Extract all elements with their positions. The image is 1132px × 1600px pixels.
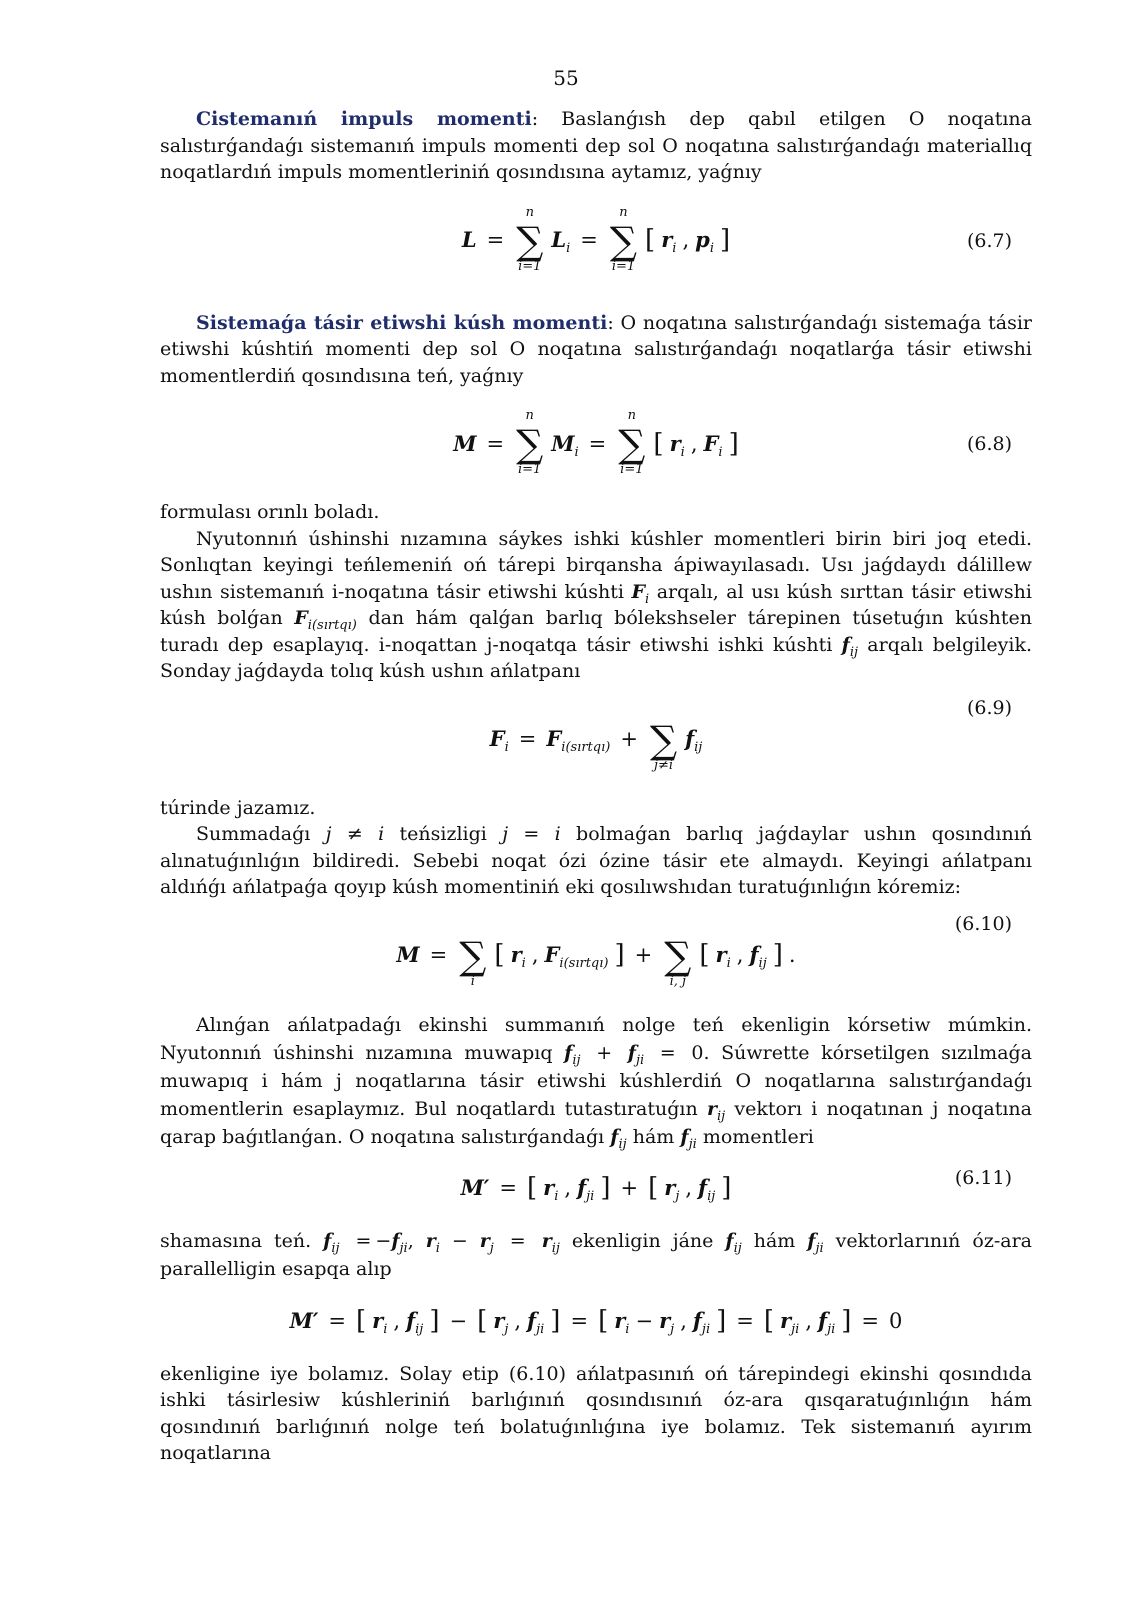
equation-number: (6.8): [966, 432, 1012, 455]
summation: n ∑ i=1: [516, 204, 544, 274]
summation: n ∑ i=1: [516, 408, 544, 477]
equation-6-7: L = n ∑ i=1 $L_i$ = n ∑ i=1 [ $r_i$ , $p_i$ ] (6.7): [461, 204, 1012, 274]
paragraph-text: : Baslanǵısh dep qabıl etilgen O noqatına salıstırǵandaǵı sistemanıń impuls momenti dep sol O noqatına salıstırǵandaǵı materiallıq noqatlardıń impuls momentleriniń qosındısına aytamız, yaǵnıy: [160, 108, 1032, 183]
paragraph-conclusion: ekenligine iye bolamız. Solay etip (6.10) ańlatpasınıń oń tárepindegi ekinshi qosındıda ishki tásirlesiw kúshleriniń barlıǵınıń qosındısınıń óz-ara qısqaratuǵınlıǵın hám qosındınıń barlıǵınıń nolge teń bolatuǵınlıǵına iye bolamız. Tek sistemanıń ayırım noqatlarına: [160, 1362, 1032, 1464]
summation: ∑ i: [459, 933, 487, 989]
equation-6-9: $F_i$ = $F_{i(sırtqı)}$ + ∑ j≠i $f_{ij}$ (6.9): [489, 696, 1012, 773]
equation-number: (6.7): [966, 229, 1012, 252]
paragraph-angular-momentum-definition: [160, 106, 1032, 186]
page-content: [160, 106, 1032, 1467]
equation-6-11: M′ = [ $r_i$ , $f_{ji}$ ] + [ $r_j$ , $f_{ij}$ ] (6.11): [460, 1166, 1012, 1205]
equation-6-10: M = ∑ i [ $r_i$ , $F_{i(sırtqı)}$ ] + ∑ i, j [ $r_i$ , $f_{ij}$ ] . (6.10): [396, 912, 1012, 989]
paragraph-we-write: túrinde jazamız.: [160, 796, 316, 819]
summation: ∑ i, j: [664, 933, 692, 989]
equation-number: (6.11): [954, 1166, 1012, 1189]
paragraph-equal-to: shamasına teń. $f_{ij} = -f_{ji}$, $r_i - r_j = r_{ij}$ ekenligin jáne $f_{ij}$ hám $f_{ji}$ vektorlarınıń óz-ara parallelligin esapqa alıp: [160, 1229, 1032, 1280]
equation-moment-zero: M′ = [ $r_i$ , $f_{ij}$ ] − [ $r_j$ , $f_{ji}$ ] = [ $r_i$ − $r_j$ , $f_{ji}$ ] = [ $r_{ji}$ , $f_{ji}$ ] = 0: [289, 1306, 903, 1338]
paragraph-formula-valid: formulası orınlı boladı.: [160, 501, 380, 523]
equation-6-8: M = n ∑ i=1 $M_i$ = n ∑ i=1 [ $r_i$ , $F_i$ ] (6.8): [453, 408, 1012, 477]
page-number: 55: [553, 66, 579, 90]
equation-number: (6.9): [966, 696, 1012, 719]
paragraph-force-moment-definition: [160, 310, 1032, 390]
paragraph-second-sum-zero: Alınǵan ańlatpadaǵı ekinshi summanıń nolge teń ekenligin kórsetiw múmkin. Nyutonnıń úshinshi nızamına muwapıq $f_{ij} + f_{ji} = 0$. Súwrette kórsetilgen sızılmaǵa muwapıq i hám j noqatlarına tásir etiwshi kúshlerdiń O noqatlarına salıstırǵandaǵı momentlerin esaplaymız. Bul noqatlardı tutastıratuǵın $r_{ij}$ vektorı i noqatınan j noqatına qarap baǵıtlanǵan. O noqatına salıstırǵandaǵı $f_{ij}$ hám $f_{ji}$ momentleri: [160, 1013, 1033, 1152]
summation: n ∑ i=1: [609, 204, 638, 274]
term-force-moment: Sistemaǵa tásir etiwshi kúsh momenti: [196, 311, 608, 334]
summation: n ∑ i=1: [618, 408, 646, 477]
paragraph-summation-condition: Summadaǵı j ≠ i teńsizligi j = i bolmaǵan barlıq jaǵdaylar ushın qosındınıń alınatuǵınlıǵın bildiredi. Sebebi noqat ózi ózine tásir ete almaydı. Keyingi ańlatpanı aldıńǵı ańlatpaǵa qoyıp kúsh momentiniń eki qosılıwshıdan turatuǵınlıǵın kóremiz:: [160, 823, 1033, 898]
paragraph-newton-third-law: Nyutonnıń úshinshi nızamına sáykes ishki kúshler momentleri birin biri joq etedi. Sonlıqtan keyingi teńlemeniń oń tárepi birqansha ápiwayılasadı. Usı jaǵdaydı dálillew ushın sistemanıń i-noqatına tásir etiwshi kúshti $F_i$ arqalı, al usı kúsh sırttan tásir etiwshi kúsh bolǵan $F_{i(sırtqı)}$ dan hám qalǵan barlıq bólekshseler tárepinen túsetuǵın kúshten turadı dep esaplayıq. i-noqattan j-noqatqa tásir etiwshi ishki kúshti $f_{ij}$ arqalı belgileyik. Sonday jaǵdayda tolıq kúsh ushın ańlatpanı: [160, 527, 1033, 682]
paragraph-text: : O noqatına salıstırǵandaǵı sistemaǵa tásir etiwshi kúshtiń momenti dep sol O noqatına salıstırǵandaǵı noqatlarǵa tásir etiwshi momentlerdiń qosındısına teń, yaǵnıy: [160, 311, 1033, 387]
term-angular-momentum: Cistemanıń impuls momenti: [196, 108, 532, 130]
summation: ∑ j≠i: [649, 717, 678, 773]
equation-number: (6.10): [954, 912, 1012, 935]
